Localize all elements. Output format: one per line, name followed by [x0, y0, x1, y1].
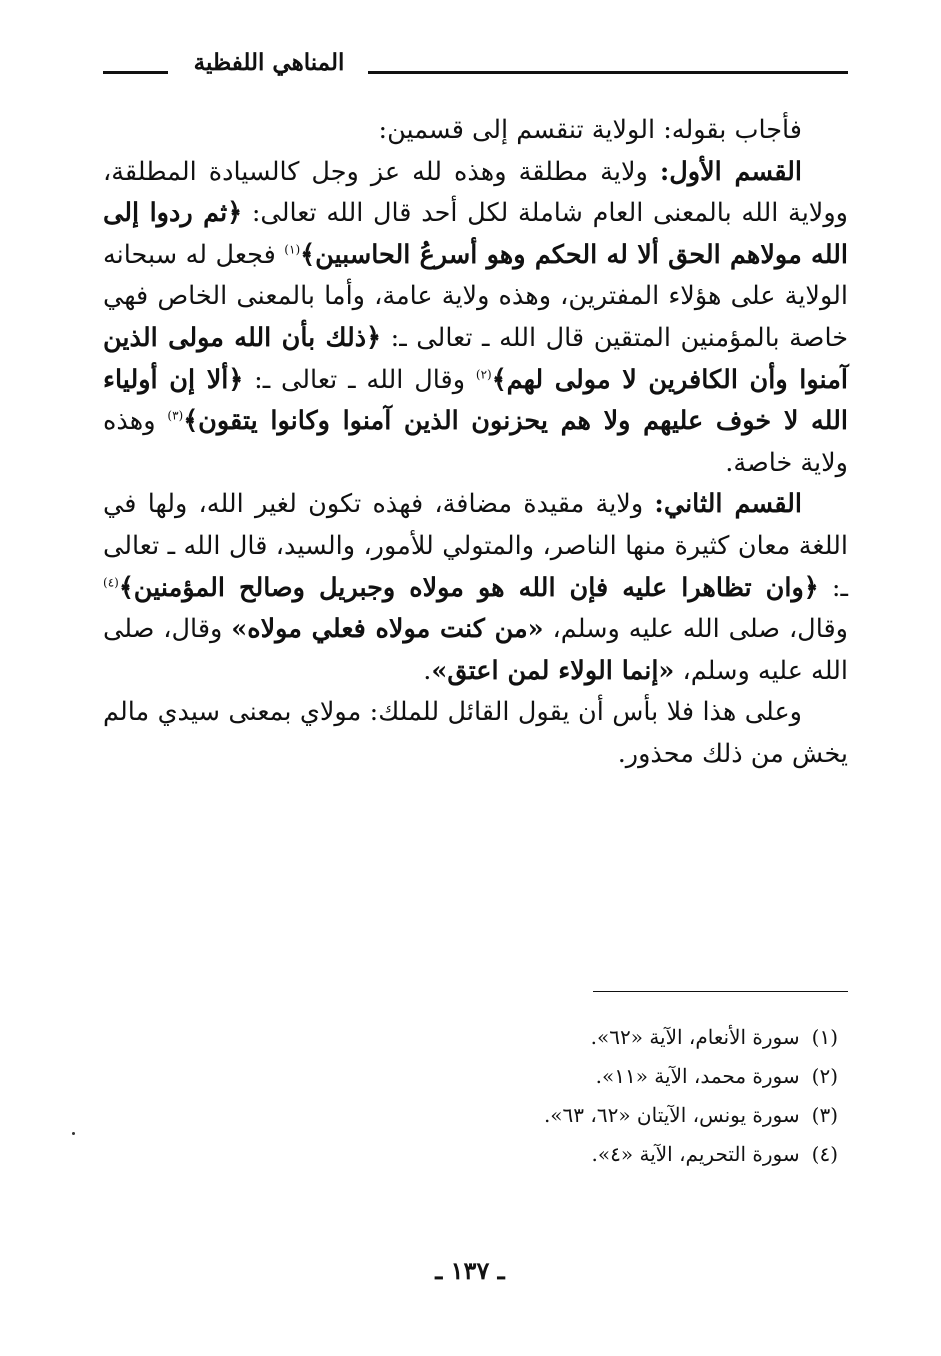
text-span: ولاية مقيدة مضافة، فهذه تكون لغير الله، ولها في اللغة معان كثيرة منها الناصر، والمتولي للأمور، والسيد، قال الله ـ تعالى ـ: [103, 489, 848, 603]
footnote-item [103, 1018, 848, 1057]
conclusion-text: وعلى هذا فلا بأس أن يقول القائل للملك: مولاي بمعنى سيدي مالم يخش من ذلك محذور. [103, 697, 848, 769]
footnote-ref[interactable]: (٣) [167, 408, 184, 423]
footnotes [103, 1018, 848, 1174]
footnote-number: (٣) [811, 1103, 838, 1127]
running-title: المناهي اللفظية [193, 49, 345, 76]
footnote-text: سورة التحريم، الآية «٤». [591, 1142, 800, 1166]
section-heading-second: القسم الثاني: [654, 489, 803, 520]
text-span: وهذه ولاية خاصة. [103, 406, 848, 478]
hadith-quote: «إنما الولاء لمن اعتق» [431, 655, 675, 686]
answer-text: فأجاب بقوله: الولاية تنقسم إلى قسمين: [378, 115, 802, 145]
text-span: وقال، صلى الله عليه وسلم، [103, 614, 848, 686]
footnote-separator [593, 991, 848, 992]
hadith-quote: «من كنت مولاه فعلي مولاه» [231, 614, 544, 645]
text-span: وقال الله ـ تعالى ـ: [243, 364, 476, 395]
footnote-item [103, 1096, 848, 1135]
paragraph-second-section [103, 484, 848, 692]
footnote-item [103, 1057, 848, 1096]
paragraph-first-section [103, 152, 848, 485]
footnote-text: سورة محمد، الآية «١١». [595, 1064, 800, 1088]
main-text [103, 110, 848, 776]
footnote-text: سورة الأنعام، الآية «٦٢». [590, 1025, 800, 1049]
header-rule-right [368, 71, 848, 74]
paragraph-answer [103, 110, 848, 152]
quran-quote: ﴿ثم ردوا إلى الله مولاهم الحق ألا له الحكم وهو أسرعُ الحاسبين﴾ [103, 198, 848, 270]
footnote-ref[interactable]: (٢) [475, 367, 492, 382]
text-span: ولاية مطلقة وهذه لله عز وجل كالسيادة المطلقة، وولاية الله بالمعنى العام شاملة لكل أحد قال الله تعالى: [103, 156, 848, 229]
footnote-ref[interactable]: (١) [284, 242, 301, 257]
text-span: . [423, 655, 432, 686]
footnote-number: (١) [811, 1025, 838, 1049]
footnote-item [103, 1135, 848, 1174]
text-span: فجعل له سبحانه الولاية على هؤلاء المفترين، وهذه ولاية عامة، وأما بالمعنى الخاص فهي خاصة بالمؤمنين المتقين قال الله ـ تعالى ـ: [103, 239, 848, 353]
quran-quote: ﴿ذلك بأن الله مولى الذين آمنوا وأن الكافرين لا مولى لهم﴾ [103, 322, 848, 395]
footnote-text: سورة يونس، الآيتان «٦٢، ٦٣». [543, 1103, 800, 1127]
quran-quote: ﴿ألا إن أولياء الله لا خوف عليهم ولا هم يحزنون الذين آمنوا وكانوا يتقون﴾ [103, 364, 848, 437]
header-rule-left [103, 71, 168, 74]
paragraph-conclusion [103, 692, 848, 775]
running-header [103, 44, 848, 94]
footnote-number: (٤) [811, 1142, 838, 1166]
footnote-ref[interactable]: (٤) [103, 575, 119, 590]
footnote-number: (٢) [811, 1064, 838, 1088]
scan-speck [72, 1132, 75, 1135]
page-number: ـ ١٣٧ ـ [435, 1256, 505, 1285]
text-span: وقال، صلى الله عليه وسلم، [543, 614, 848, 645]
section-heading-first: القسم الأول: [659, 156, 802, 187]
quran-quote: ﴿وان تظاهرا عليه فإن الله هو مولاه وجبريل وصالح المؤمنين﴾ [118, 572, 819, 603]
